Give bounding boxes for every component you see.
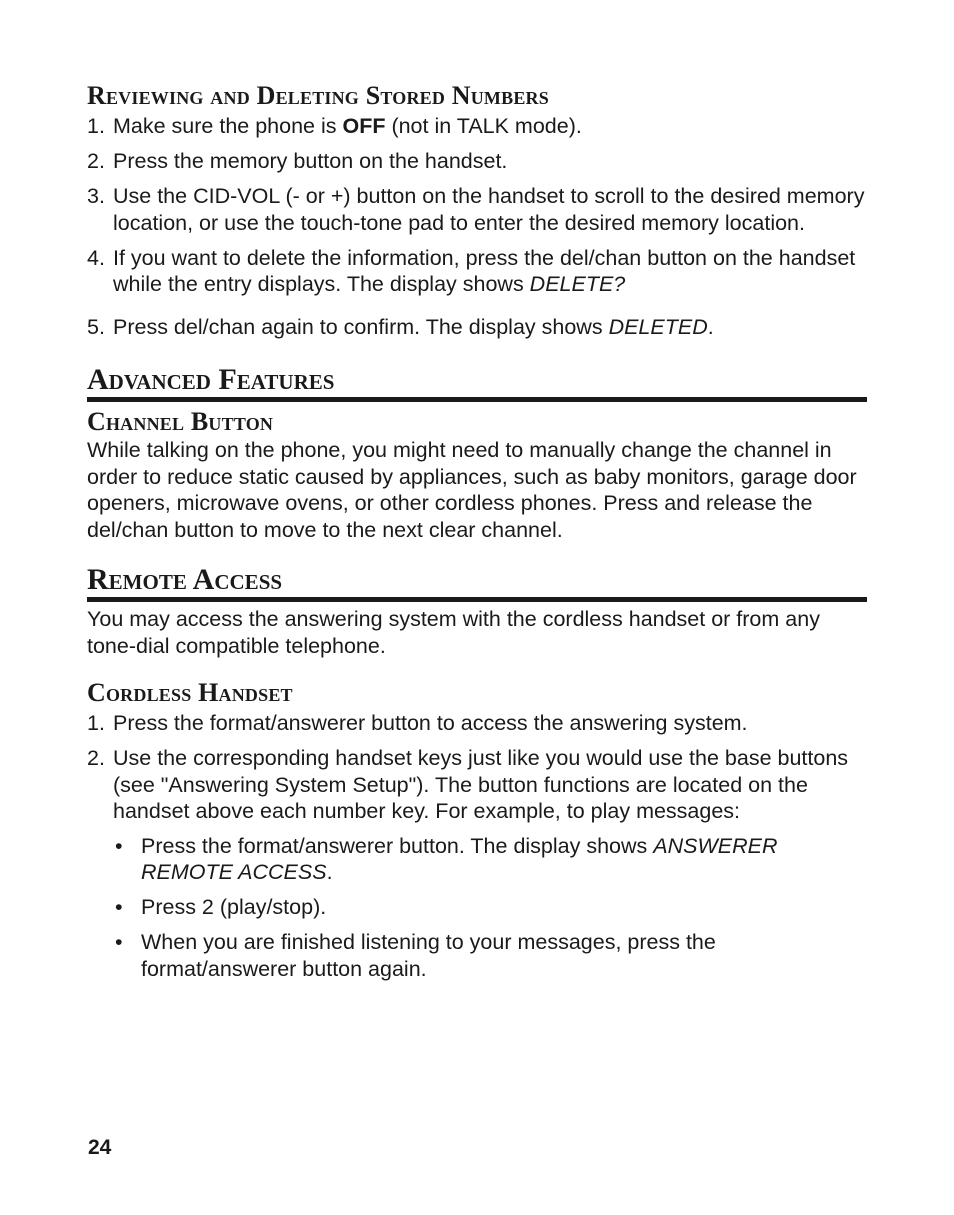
remote-access-paragraph: You may access the answering system with the cordless handset or from any tone-dial compatible telephone. <box>87 607 820 658</box>
step-number: 2. <box>87 149 105 173</box>
step-text: . <box>707 314 714 339</box>
step-text: Use the CID-VOL (- or +) button on the handset to scroll to the desired memory location, or use the touch-tone pad to enter the desired memory location. <box>113 184 865 235</box>
list-item <box>113 833 867 886</box>
bullet-text-italic: ANSWERER REMOTE ACCESS <box>141 833 778 884</box>
heading-advanced-features: Advanced Features <box>87 364 867 402</box>
reviewing-steps-list <box>87 113 867 340</box>
list-item <box>87 314 867 341</box>
channel-button-paragraph: While talking on the phone, you might need to manually change the channel in order to reduce static caused by appliances, such as baby monitors, garage door openers, microwave ovens, or other cordless phones. Press and release the del/chan button to move to the next clear channel. <box>87 438 857 542</box>
bullet-text: Press 2 (play/stop). <box>141 895 327 919</box>
step-number: 3. <box>87 184 105 208</box>
bullet-icon: • <box>115 930 123 954</box>
list-item <box>87 148 867 175</box>
step-text: Press the format/answerer button to access the answering system. <box>113 711 748 735</box>
step-text: Make sure the phone is <box>113 114 343 138</box>
list-item <box>87 745 867 982</box>
step-text-italic: DELETE? <box>529 272 626 296</box>
step-text: Use the corresponding handset keys just like you would use the base buttons (see "Answering System Setup"). The button functions are located on the handset above each number key. For example, to play messages: <box>113 746 849 823</box>
page-number: 24 <box>88 1136 112 1159</box>
bullet-icon: • <box>115 833 123 858</box>
bullet-text: Press the format/answerer button. The display shows <box>141 833 654 858</box>
list-item <box>113 929 867 982</box>
bullet-text: . <box>326 860 333 884</box>
step-text: Press del/chan again to confirm. The display shows <box>113 314 609 339</box>
step-text: If you want to delete the information, press the del/chan button on the handset while the entry displays. The display shows <box>113 245 856 296</box>
cordless-steps-list <box>87 710 867 982</box>
step-text: (not in TALK mode). <box>385 114 582 138</box>
list-item <box>87 113 867 140</box>
step-number: 1. <box>87 711 105 735</box>
heading-cordless-handset: Cordless Handset <box>87 678 293 707</box>
step-text-bold: OFF <box>342 114 386 138</box>
step-number: 5. <box>87 314 105 339</box>
list-item <box>87 245 867 298</box>
bullet-list <box>113 833 867 983</box>
heading-reviewing-deleting: Reviewing and Deleting Stored Numbers <box>87 81 549 110</box>
list-item <box>87 710 867 737</box>
step-text: Press the memory button on the handset. <box>113 149 508 173</box>
heading-channel-button: Channel Button <box>87 407 274 436</box>
step-number: 4. <box>87 245 105 270</box>
bullet-icon: • <box>115 895 123 919</box>
step-number: 2. <box>87 746 105 770</box>
bullet-text: When you are finished listening to your messages, press the format/answerer button again. <box>141 930 716 981</box>
manual-page <box>87 82 867 991</box>
list-item <box>113 894 867 921</box>
step-text-italic: DELETED <box>608 314 708 339</box>
list-item <box>87 183 867 236</box>
step-number: 1. <box>87 114 105 138</box>
heading-remote-access: Remote Access <box>87 564 867 602</box>
